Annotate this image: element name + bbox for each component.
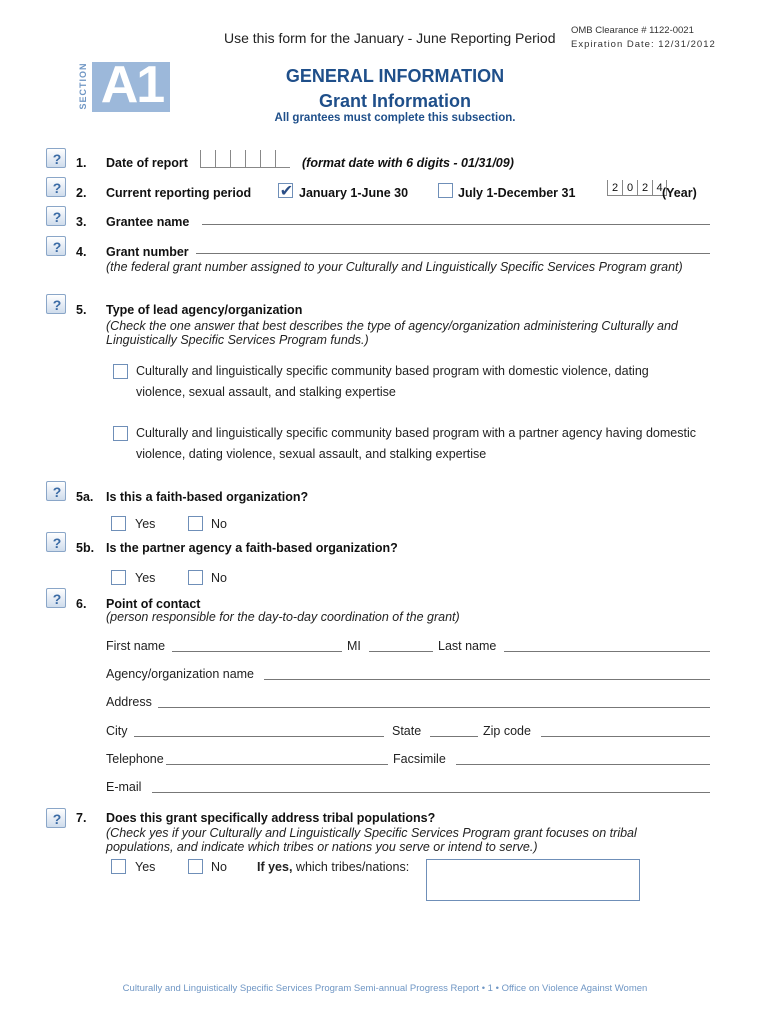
help-icon[interactable] — [46, 236, 66, 256]
page-subtitle: Grant Information — [319, 91, 471, 111]
q5a-number: 5a. — [76, 490, 94, 504]
jan-june-label: January 1-June 30 — [299, 186, 409, 200]
mi-field[interactable] — [369, 651, 433, 652]
date-cell — [200, 150, 215, 168]
telephone-field[interactable] — [166, 764, 388, 765]
q1-number: 1. — [76, 156, 87, 170]
zip-code-field[interactable] — [541, 736, 710, 737]
year-digit: 2 — [607, 180, 622, 196]
q5-label: Type of lead agency/organization — [106, 303, 303, 317]
q5a-no-checkbox[interactable] — [188, 516, 203, 531]
omb-info — [571, 24, 716, 52]
q2-number: 2. — [76, 186, 87, 200]
last-name-label: Last name — [438, 639, 497, 653]
omb-clearance: OMB Clearance # 1122-0021 — [571, 25, 694, 36]
q5b-number: 5b. — [76, 541, 95, 555]
zip-code-label: Zip code — [483, 724, 531, 738]
q5a-yes-label: Yes — [135, 517, 156, 531]
email-label: E-mail — [106, 780, 142, 794]
q2-label: Current reporting period — [106, 186, 252, 200]
first-name-field[interactable] — [172, 651, 342, 652]
year-digit: 2 — [637, 180, 652, 196]
help-icon[interactable] — [46, 148, 66, 168]
date-cell — [275, 150, 290, 168]
address-label: Address — [106, 695, 152, 709]
q5-number: 5. — [76, 303, 87, 317]
year-digit: 4 — [652, 180, 667, 196]
check-icon: ✔ — [279, 183, 294, 200]
help-icon[interactable] — [46, 808, 66, 828]
year-input[interactable] — [607, 180, 669, 198]
q1-label: Date of report — [106, 156, 188, 170]
q5b-no-label: No — [211, 571, 227, 585]
q4-hint: (the federal grant number assigned to your Culturally and Linguistically Specific Services Program grant) — [106, 260, 683, 274]
q5a-yes-checkbox[interactable] — [111, 516, 126, 531]
mi-label: MI — [347, 639, 361, 653]
q7-number: 7. — [76, 811, 87, 825]
year-label: (Year) — [662, 186, 697, 200]
year-digit: 0 — [622, 180, 637, 196]
city-label: City — [106, 724, 128, 738]
q7-label: Does this grant specifically address tribal populations? — [106, 811, 436, 825]
q7-no-label: No — [211, 860, 227, 874]
q7-yes-label: Yes — [135, 860, 156, 874]
email-field[interactable] — [152, 792, 710, 793]
help-icon[interactable] — [46, 588, 66, 608]
lead-agency-option-2-checkbox[interactable] — [113, 426, 128, 441]
q7-hint: (Check yes if your Culturally and Linguistically Specific Services Program grant focuses on tribal populations, and indicate which tribes or nations you serve or intend to serve.) — [106, 826, 637, 854]
help-icon[interactable] — [46, 177, 66, 197]
agency-name-field[interactable] — [264, 679, 710, 680]
q1-format-hint: (format date with 6 digits - 01/31/09) — [302, 156, 514, 170]
date-cell — [215, 150, 230, 168]
date-cell — [230, 150, 245, 168]
help-icon[interactable] — [46, 532, 66, 552]
q5b-yes-checkbox[interactable] — [111, 570, 126, 585]
july-dec-checkbox[interactable] — [438, 183, 453, 198]
q5b-yes-label: Yes — [135, 571, 156, 585]
agency-name-label: Agency/organization name — [106, 667, 255, 681]
q5-hint: (Check the one answer that best describes the type of agency/organization administering Culturally and Linguistically Specific Services Program funds.) — [106, 319, 678, 347]
lead-agency-option-1-label: Culturally and linguistically specific community based program with domestic violence, dating violence, sexual assault, and stalking expertise — [136, 364, 649, 399]
q5a-label: Is this a faith-based organization? — [106, 490, 309, 504]
q7-yes-checkbox[interactable] — [111, 859, 126, 874]
q3-label: Grantee name — [106, 215, 190, 229]
lead-agency-option-1-checkbox[interactable] — [113, 364, 128, 379]
date-cell — [260, 150, 275, 168]
section-code: A1 — [100, 56, 164, 114]
q7-no-checkbox[interactable] — [188, 859, 203, 874]
instruction-text: All grantees must complete this subsection. — [274, 112, 516, 124]
q5a-no-label: No — [211, 517, 227, 531]
help-icon[interactable] — [46, 206, 66, 226]
q5b-no-checkbox[interactable] — [188, 570, 203, 585]
reporting-period-note: Use this form for the January - June Reporting Period — [224, 30, 556, 46]
help-icon[interactable] — [46, 294, 66, 314]
city-field[interactable] — [134, 736, 384, 737]
grant-number-field[interactable] — [196, 253, 710, 254]
q4-label: Grant number — [106, 245, 189, 259]
july-dec-label: July 1-December 31 — [458, 186, 576, 200]
help-icon[interactable] — [46, 481, 66, 501]
lead-agency-option-2-label: Culturally and linguistically specific community based program with a partner agency having domestic violence, dating violence, sexual assault, and stalking expertise — [136, 426, 696, 461]
page-footer: Culturally and Linguistically Specific Services Program Semi-annual Progress Report • 1 • Office on Violence Against Women — [122, 983, 648, 994]
page-title: GENERAL INFORMATION — [285, 66, 505, 86]
tribes-nations-input[interactable] — [426, 859, 640, 901]
date-cell — [245, 150, 260, 168]
state-label: State — [392, 724, 422, 738]
q6-number: 6. — [76, 597, 87, 611]
date-of-report-input[interactable] — [200, 150, 290, 170]
state-field[interactable] — [430, 736, 478, 737]
grantee-name-field[interactable] — [202, 224, 710, 225]
if-yes-label: If yes, which tribes/nations: — [257, 860, 410, 874]
last-name-field[interactable] — [504, 651, 710, 652]
section-label: SECTION — [78, 62, 88, 110]
q5b-label: Is the partner agency a faith-based organization? — [106, 541, 398, 555]
q6-hint: (person responsible for the day-to-day coordination of the grant) — [106, 610, 460, 624]
expiration-date: Expiration Date: 12/31/2012 — [571, 39, 716, 50]
q4-number: 4. — [76, 245, 87, 259]
q3-number: 3. — [76, 215, 87, 229]
telephone-label: Telephone — [106, 752, 164, 766]
address-field[interactable] — [158, 707, 710, 708]
facsimile-label: Facsimile — [393, 752, 446, 766]
first-name-label: First name — [106, 639, 166, 653]
q6-label: Point of contact — [106, 597, 201, 611]
facsimile-field[interactable] — [456, 764, 710, 765]
jan-june-checkbox[interactable] — [278, 183, 293, 198]
